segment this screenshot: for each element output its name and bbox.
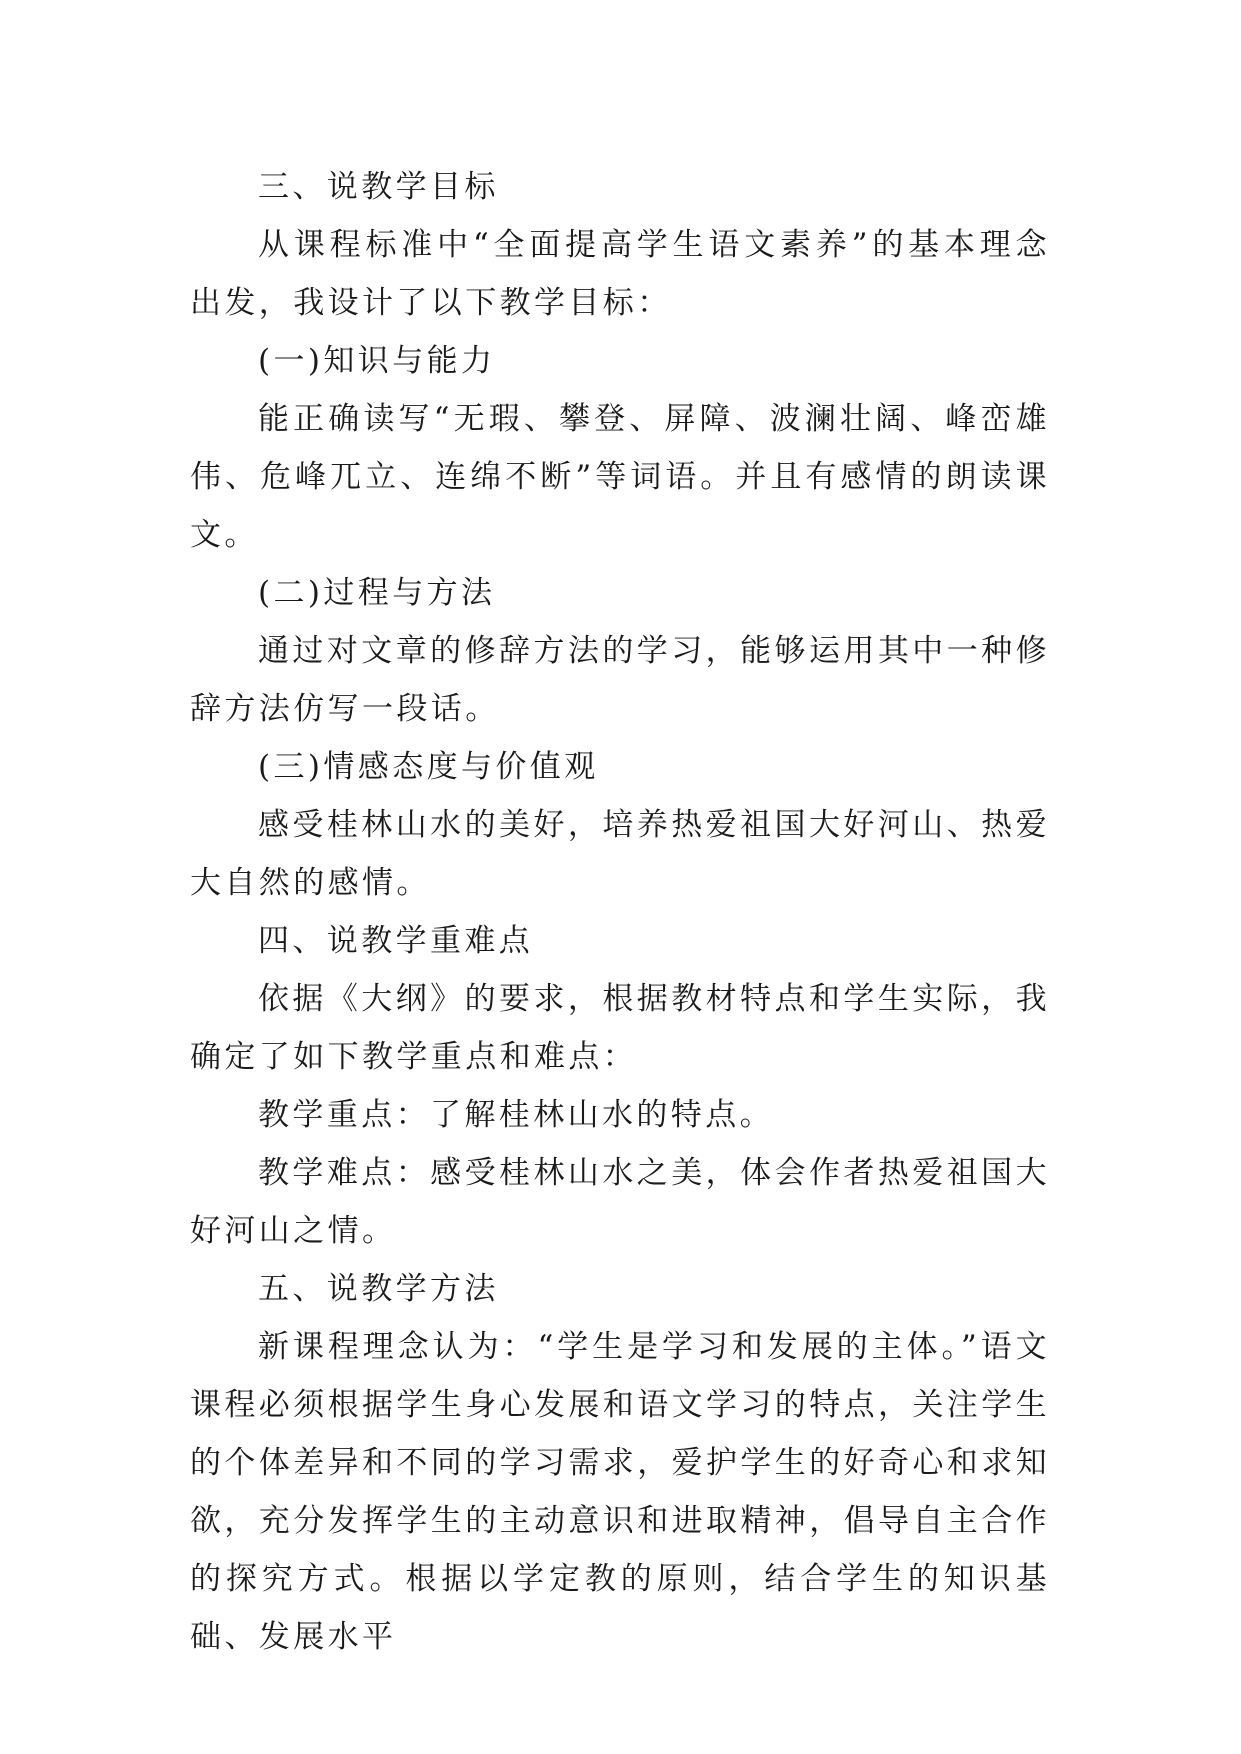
subheading-emotion-values: (三)情感态度与价值观 (258, 749, 599, 785)
teaching-difficulty-paragraph: 教学难点：感受桂林山水之美，体会作者热爱祖国大好河山之情。 (190, 1155, 1050, 1249)
document-page (190, 158, 1050, 1666)
section-heading-key-points: 四、说教学重难点 (258, 923, 534, 959)
teaching-methods-paragraph: 新课程理念认为：“学生是学习和发展的主体。”语文课程必须根据学生身心发展和语文学习的特点，关注学生的个体差异和不同的学习需求，爱护学生的好奇心和求知欲，充分发挥学生的主动意识和进取精神，倡导自主合作的探究方式。根据以学定教的原则，结合学生的知识基础、发展水平 (190, 1329, 1050, 1655)
emotion-values-paragraph: 感受桂林山水的美好，培养热爱祖国大好河山、热爱大自然的感情。 (190, 807, 1050, 901)
knowledge-ability-paragraph: 能正确读写“无瑕、攀登、屏障、波澜壮阔、峰峦雄伟、危峰兀立、连绵不断”等词语。并且有感情的朗读课文。 (190, 401, 1050, 553)
subheading-process-method: (二)过程与方法 (258, 575, 496, 611)
process-method-paragraph: 通过对文章的修辞方法的学习，能够运用其中一种修辞方法仿写一段话。 (190, 633, 1050, 727)
section-heading-teaching-objectives: 三、说教学目标 (258, 169, 499, 205)
subheading-knowledge-ability: (一)知识与能力 (258, 343, 496, 379)
section-heading-teaching-methods: 五、说教学方法 (258, 1271, 499, 1307)
objectives-intro-paragraph: 从课程标准中“全面提高学生语文素养”的基本理念出发，我设计了以下教学目标： (190, 227, 1050, 321)
key-points-intro-paragraph: 依据《大纲》的要求，根据教材特点和学生实际，我确定了如下教学重点和难点： (190, 981, 1050, 1075)
teaching-focus-paragraph: 教学重点：了解桂林山水的特点。 (258, 1097, 774, 1133)
